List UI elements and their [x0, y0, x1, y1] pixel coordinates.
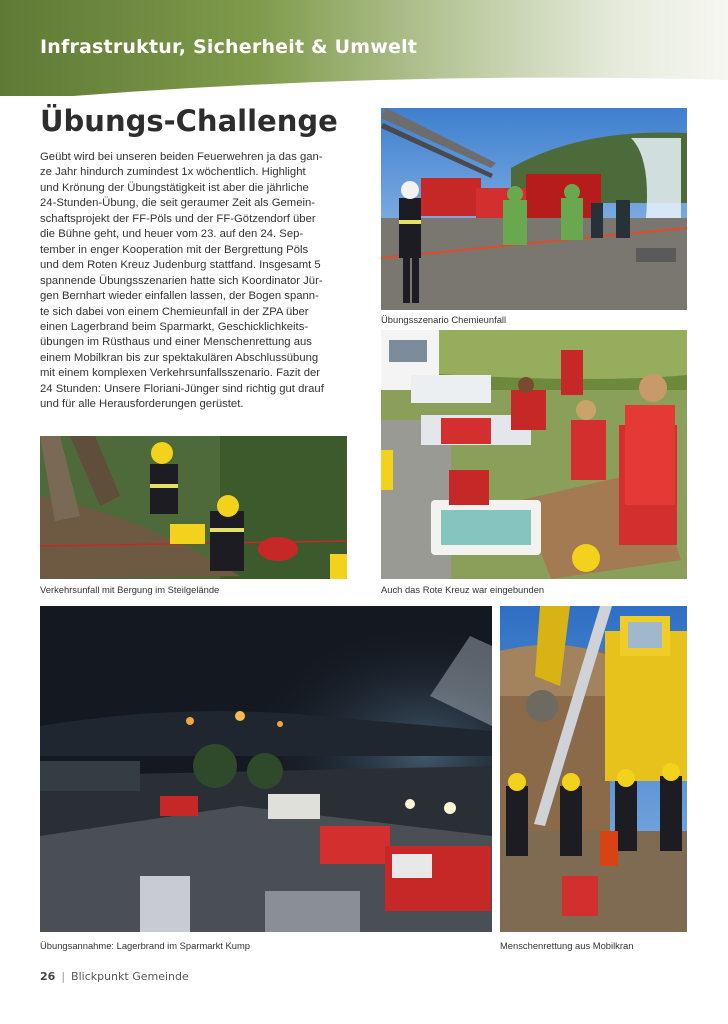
body-line: gen Bernhart wieder einfallen lassen, der Bogen spann-	[40, 290, 319, 303]
caption-chemieunfall: Übungsszenario Chemieunfall	[381, 314, 507, 325]
photo-verkehrsunfall	[40, 436, 347, 579]
publication-name: Blickpunkt Gemeinde	[71, 970, 189, 983]
body-line: 24-Stunden-Übung, die seit geraumer Zeit als Gemein-	[40, 197, 316, 210]
article-headline: Übungs-Challenge	[40, 104, 338, 138]
footer-separator: |	[61, 970, 66, 983]
body-line: mit einem komplexen Verkehrsunfallsszenario. Fazit der	[40, 367, 321, 380]
page-footer	[40, 970, 189, 983]
article-body	[40, 150, 348, 413]
caption-rotes-kreuz: Auch das Rote Kreuz war eingebunden	[381, 584, 545, 595]
body-line: übungen im Rüsthaus und einer Menschenrettung aus	[40, 336, 312, 349]
page-number: 26	[40, 970, 56, 983]
photo-rotes-kreuz	[381, 330, 687, 579]
body-line: die Bühne geht, und heuer vom 23. auf den 24. Sep-	[40, 228, 304, 241]
body-line: 24 Stunden: Unsere Floriani-Jünger sind richtig gut drauf	[40, 382, 324, 395]
photo-mobilkran	[500, 606, 687, 932]
body-line: einen Lagerbrand beim Sparmarkt, Geschicklichkeits-	[40, 320, 309, 333]
photo-lagerbrand	[40, 606, 492, 932]
body-line: ze Jahr hindurch zumindest 1x wöchentlich. Highlight	[40, 166, 306, 179]
body-line: und Krönung der Übungstätigkeit ist aber die jährliche	[40, 181, 309, 194]
body-line: schaftsprojekt der FF-Pöls und der FF-Götzendorf über	[40, 212, 316, 225]
body-line: und für alle Herausforderungen gerüstet.	[40, 398, 244, 411]
caption-verkehrsunfall: Verkehrsunfall mit Bergung im Steilgelände	[40, 584, 220, 595]
body-line: Geübt wird bei unseren beiden Feuerwehren ja das gan-	[40, 151, 323, 163]
photo-chemieunfall	[381, 108, 687, 310]
caption-lagerbrand: Übungsannahme: Lagerbrand im Sparmarkt Kump	[40, 940, 251, 951]
body-line: und dem Roten Kreuz Judenburg stattfand. Insgesamt 5	[40, 259, 321, 272]
body-line: te sich dabei von einem Chemieunfall in der ZPA über	[40, 305, 309, 318]
section-title: Infrastruktur, Sicherheit & Umwelt	[40, 36, 418, 58]
body-line: tember in enger Kooperation mit der Bergrettung Pöls	[40, 243, 309, 256]
caption-mobilkran: Menschenrettung aus Mobilkran	[500, 940, 634, 951]
body-line: einem Mobilkran bis zur spektakulären Abschlussübung	[40, 351, 319, 364]
body-line: spannende Übungsszenarien hatte sich Koordinator Jür-	[40, 274, 323, 287]
